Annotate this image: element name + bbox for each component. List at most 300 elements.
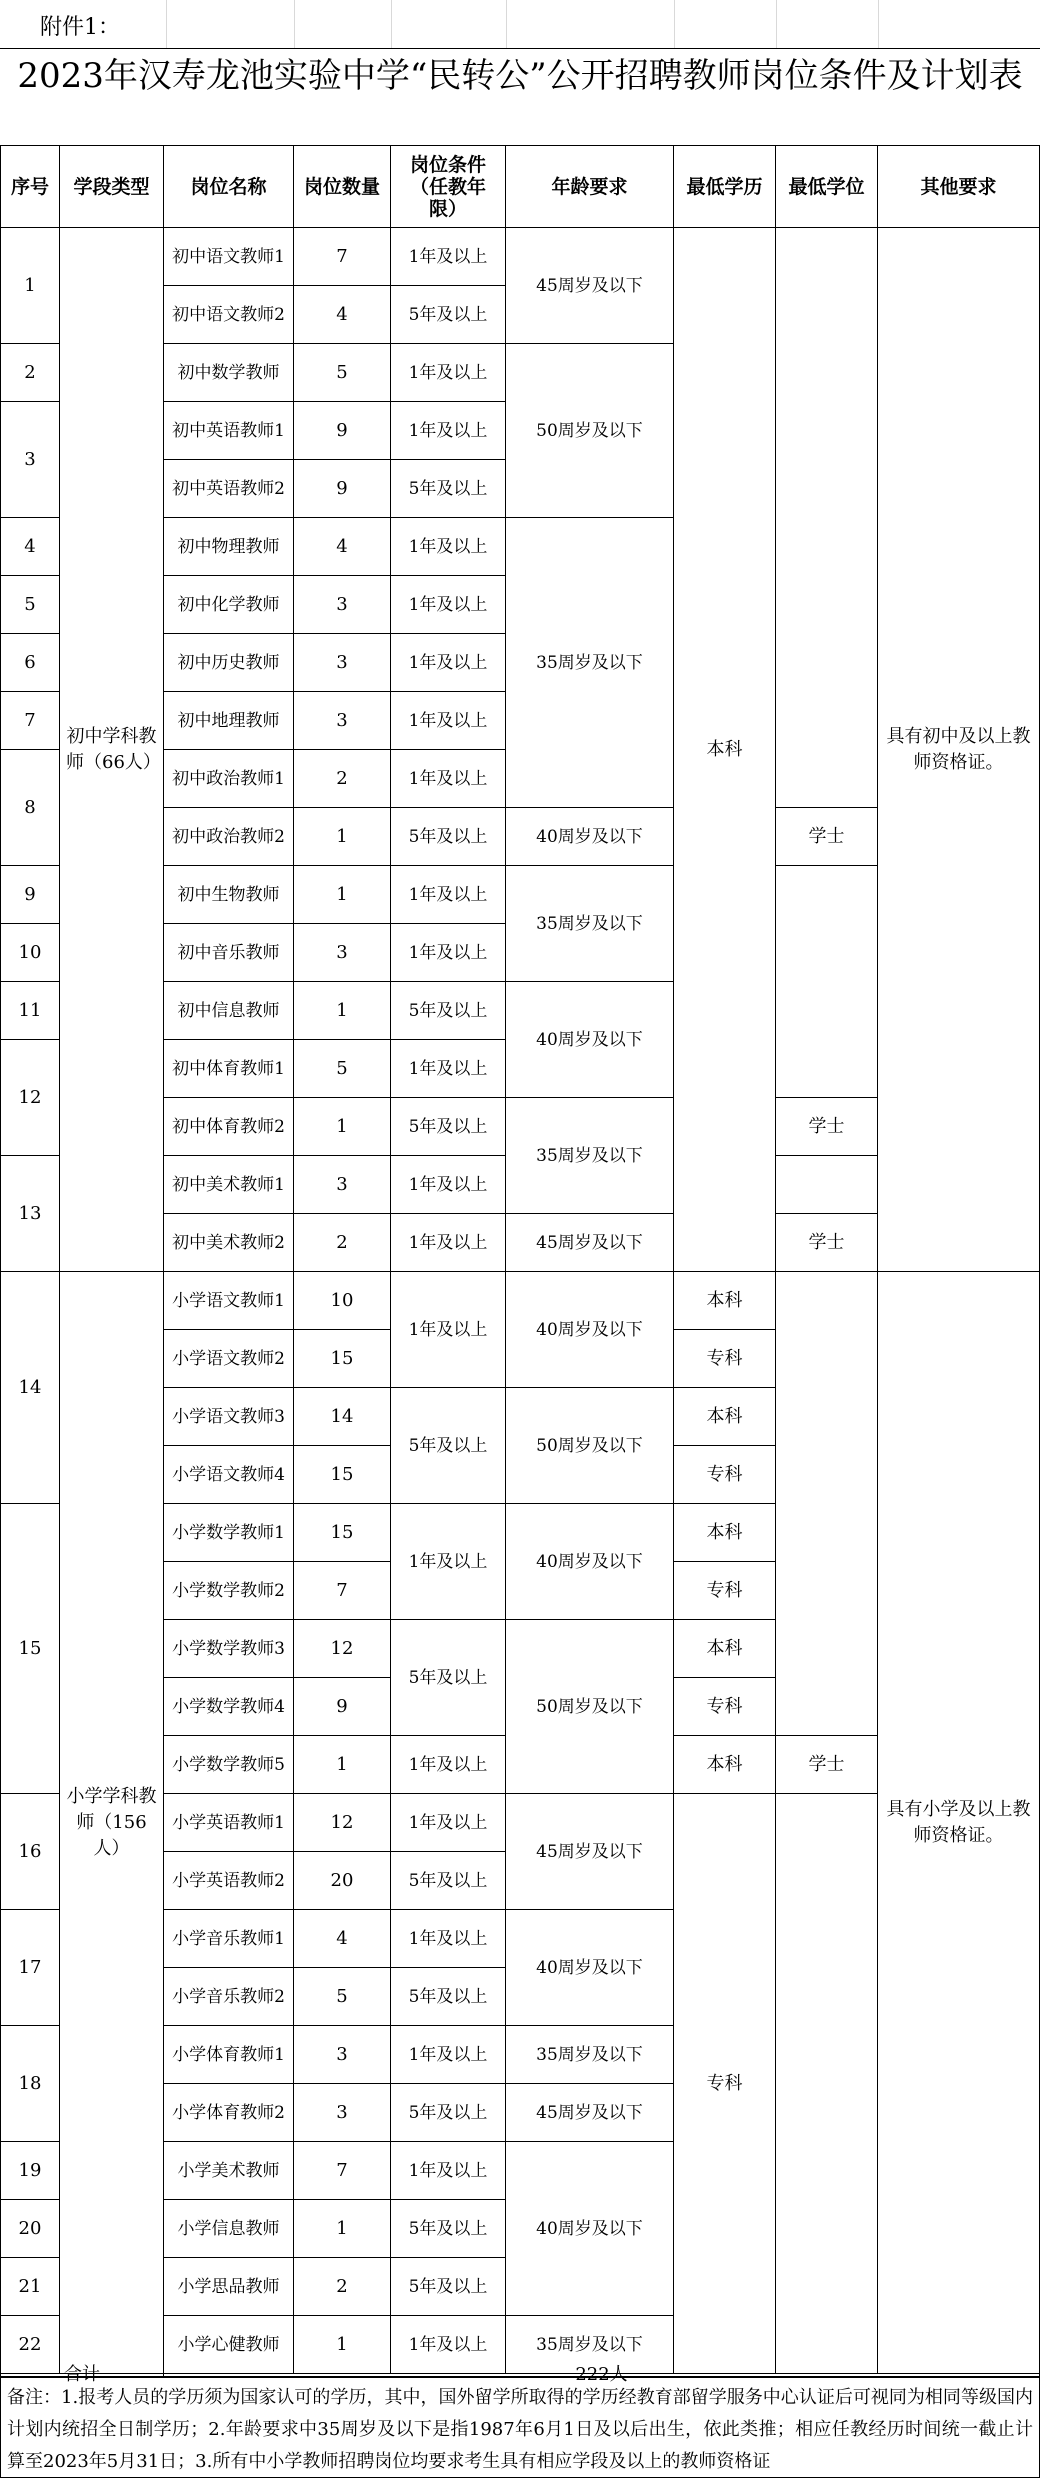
post-condition-text: 1年及以上 [408,2044,488,2065]
age-requirement-text: 40周岁及以下 [536,2218,643,2239]
post-name-text: 初中语文教师1 [172,246,285,267]
annex-label: 附件1： [40,15,120,40]
edu-requirement-text: 专科 [706,1347,743,1369]
post-condition [391,344,506,402]
post-name [164,518,294,576]
post-count-text: 7 [336,245,348,267]
post-condition-text: 5年及以上 [408,1435,488,1456]
post-count [294,866,391,924]
age-requirement-text: 50周岁及以下 [536,420,643,441]
post-name-text: 初中英语教师1 [172,420,285,441]
edu-requirement-text: 专科 [706,1463,743,1485]
post-condition-text: 1年及以上 [408,1174,488,1195]
post-name [164,634,294,692]
post-count-text: 15 [330,1521,354,1543]
post-condition-text: 1年及以上 [408,1551,488,1572]
post-condition [391,402,506,460]
post-count [294,924,391,982]
edu-requirement-text: 本科 [706,738,743,760]
post-condition-text: 5年及以上 [408,1116,488,1137]
post-count-text: 9 [336,1695,348,1717]
post-name-text: 小学数学教师5 [172,1754,285,1775]
post-name [164,2316,294,2374]
seq-cell [0,750,60,866]
post-count [294,2316,391,2374]
post-name-text: 小学数学教师4 [172,1696,285,1717]
age-requirement-text: 35周岁及以下 [536,2044,643,2065]
post-name-text: 小学体育教师2 [172,2102,285,2123]
post-condition [391,228,506,286]
post-condition-text: 5年及以上 [408,1986,488,2007]
edu-requirement-text: 专科 [706,1579,743,1601]
post-condition-text: 1年及以上 [408,594,488,615]
post-condition [391,808,506,866]
post-count-text: 9 [336,477,348,499]
post-name-text: 小学数学教师2 [172,1580,285,1601]
other-requirement-text: 具有初中及以上教师资格证。 [886,725,1031,773]
post-count [294,808,391,866]
post-condition [391,1272,506,1388]
post-count [294,1678,391,1736]
post-condition [391,576,506,634]
post-name-text: 小学思品教师 [177,2276,280,2297]
age-requirement [506,1794,674,1910]
edu-requirement-text: 专科 [706,1695,743,1717]
post-count [294,576,391,634]
post-condition-text: 5年及以上 [408,1000,488,1021]
post-condition-text: 1年及以上 [408,1928,488,1949]
age-requirement [506,1098,674,1214]
grid-divider [776,0,777,48]
post-name [164,1388,294,1446]
post-name [164,1446,294,1504]
post-name-text: 初中美术教师1 [172,1174,285,1195]
post-condition [391,460,506,518]
age-requirement [506,982,674,1098]
age-requirement-text: 40周岁及以下 [536,1029,643,1050]
seq-cell-text: 21 [18,2275,42,2297]
other-requirement [878,1272,1040,2374]
post-count-text: 15 [330,1347,354,1369]
post-name-text: 小学体育教师1 [172,2044,285,2065]
post-name-text: 小学英语教师1 [172,1812,285,1833]
seq-cell-text: 14 [18,1376,42,1398]
seq-cell [0,1910,60,2026]
post-condition-text: 1年及以上 [408,2334,488,2355]
post-condition [391,924,506,982]
edu-requirement-text: 本科 [706,1753,743,1775]
age-requirement [506,228,674,344]
post-condition [391,2026,506,2084]
post-condition-text: 5年及以上 [408,2218,488,2239]
post-count-text: 5 [336,361,348,383]
edu-requirement-text: 本科 [706,1521,743,1543]
post-condition [391,1504,506,1620]
post-name-text: 初中物理教师 [177,536,280,557]
stage-junior [60,228,164,1272]
seq-cell [0,2026,60,2142]
seq-cell-text: 22 [18,2333,42,2355]
age-requirement-text: 35周岁及以下 [536,652,643,673]
seq-cell-text: 6 [24,651,36,673]
post-condition-text: 1年及以上 [408,710,488,731]
header-degree [776,146,878,228]
seq-cell-text: 16 [18,1840,42,1862]
edu-requirement [674,1736,776,1794]
age-requirement-text: 50周岁及以下 [536,1435,643,1456]
age-requirement-text: 50周岁及以下 [536,1696,643,1717]
post-count-text: 2 [336,2275,348,2297]
degree-requirement [776,866,878,1098]
post-condition [391,1098,506,1156]
header-other [878,146,1040,228]
post-name-text: 小学语文教师1 [172,1290,285,1311]
post-name-text: 初中历史教师 [177,652,280,673]
post-name [164,866,294,924]
post-count-text: 3 [336,2043,348,2065]
seq-cell [0,1156,60,1272]
edu-requirement [674,1794,776,2374]
post-count [294,1272,391,1330]
grid-divider [878,0,879,48]
post-name-text: 初中政治教师1 [172,768,285,789]
seq-cell-text: 20 [18,2217,42,2239]
post-count-text: 1 [336,1753,348,1775]
post-count [294,286,391,344]
header-stage-text: 学段类型 [73,175,150,198]
age-requirement-text: 40周岁及以下 [536,826,643,847]
degree-requirement-text: 学士 [808,1753,845,1775]
edu-requirement [674,1272,776,1330]
post-count-text: 7 [336,2159,348,2181]
grid-divider [506,0,507,48]
post-name [164,2084,294,2142]
seq-cell [0,634,60,692]
seq-cell-text: 5 [24,593,36,615]
post-count [294,1098,391,1156]
seq-cell-text: 15 [18,1637,42,1659]
header-post-text: 岗位名称 [190,175,267,198]
post-count-text: 12 [330,1811,354,1833]
stage-primary-text: 小学学科教师（156人） [66,1785,157,1859]
seq-cell [0,692,60,750]
post-count [294,2142,391,2200]
degree-requirement [776,1736,878,1794]
post-count [294,2258,391,2316]
post-count [294,344,391,402]
degree-requirement-text: 学士 [808,1115,845,1137]
post-name-text: 初中政治教师2 [172,826,285,847]
post-name-text: 小学语文教师3 [172,1406,285,1427]
post-name [164,228,294,286]
seq-cell-text: 13 [18,1202,42,1224]
post-condition-text: 1年及以上 [408,1232,488,1253]
post-name [164,750,294,808]
post-count-text: 10 [330,1289,354,1311]
degree-requirement-text: 学士 [808,1231,845,1253]
post-count-text: 2 [336,1231,348,1253]
post-condition-text: 5年及以上 [408,1667,488,1688]
seq-cell-text: 12 [18,1086,42,1108]
post-count-text: 7 [336,1579,348,1601]
post-count-text: 1 [336,2333,348,2355]
post-count [294,2026,391,2084]
post-count [294,750,391,808]
header-post [164,146,294,228]
edu-requirement [674,1678,776,1736]
age-requirement [506,808,674,866]
age-requirement [506,1214,674,1272]
seq-cell [0,2316,60,2374]
age-requirement [506,2084,674,2142]
post-name [164,2142,294,2200]
post-name-text: 初中美术教师2 [172,1232,285,1253]
post-name [164,1214,294,1272]
post-count-text: 3 [336,2101,348,2123]
seq-cell [0,924,60,982]
age-requirement-text: 40周岁及以下 [536,1957,643,1978]
post-name [164,1620,294,1678]
post-condition-text: 1年及以上 [408,942,488,963]
post-condition-text: 1年及以上 [408,652,488,673]
age-requirement [506,2026,674,2084]
seq-cell [0,2200,60,2258]
post-name-text: 初中音乐教师 [177,942,280,963]
post-name [164,344,294,402]
post-condition-text: 1年及以上 [408,1319,488,1340]
seq-cell-text: 9 [24,883,36,905]
age-requirement-text: 35周岁及以下 [536,913,643,934]
post-condition [391,750,506,808]
post-count [294,1388,391,1446]
post-name [164,286,294,344]
post-condition [391,866,506,924]
edu-requirement [674,1388,776,1446]
post-condition-text: 1年及以上 [408,1812,488,1833]
post-count [294,1852,391,1910]
header-degree-text: 最低学位 [788,175,865,198]
age-requirement [506,344,674,518]
post-count [294,402,391,460]
edu-requirement [674,1562,776,1620]
header-condition-text: 岗位条件（任教年限） [409,153,486,220]
header-seq [0,146,60,228]
seq-cell [0,576,60,634]
age-requirement-text: 45周岁及以下 [536,2102,643,2123]
post-name [164,1040,294,1098]
post-count [294,1794,391,1852]
post-name [164,2026,294,2084]
post-condition-text: 1年及以上 [408,1058,488,1079]
post-name-text: 小学语文教师4 [172,1464,285,1485]
post-count [294,1968,391,2026]
seq-cell [0,1040,60,1156]
post-condition [391,1852,506,1910]
edu-requirement [674,1330,776,1388]
post-name [164,1794,294,1852]
post-count [294,1156,391,1214]
post-condition [391,1040,506,1098]
post-condition-text: 5年及以上 [408,826,488,847]
post-name-text: 小学美术教师 [177,2160,280,2181]
header-count [294,146,391,228]
post-name-text: 初中信息教师 [177,1000,280,1021]
post-count-text: 15 [330,1463,354,1485]
post-count [294,1620,391,1678]
grid-divider [391,0,392,48]
post-name-text: 小学心健教师 [177,2334,280,2355]
post-name-text: 小学音乐教师2 [172,1986,285,2007]
post-count-text: 14 [330,1405,354,1427]
post-condition-text: 1年及以上 [408,362,488,383]
post-count [294,1214,391,1272]
post-count [294,460,391,518]
degree-requirement [776,1272,878,1736]
post-condition [391,2142,506,2200]
seq-cell-text: 10 [18,941,42,963]
post-condition-text: 1年及以上 [408,2160,488,2181]
edu-requirement-text: 本科 [706,1289,743,1311]
post-count-text: 1 [336,999,348,1021]
seq-cell-text: 11 [18,999,42,1021]
post-name [164,2200,294,2258]
post-condition-text: 5年及以上 [408,478,488,499]
seq-cell-text: 17 [18,1956,42,1978]
seq-cell-text: 3 [24,448,36,470]
age-requirement [506,1272,674,1388]
seq-cell [0,2258,60,2316]
post-condition-text: 5年及以上 [408,2102,488,2123]
age-requirement [506,866,674,982]
post-name-text: 初中生物教师 [177,884,280,905]
edu-requirement [674,1504,776,1562]
grid-divider [294,0,295,48]
seq-cell-text: 19 [18,2159,42,2181]
seq-cell-text: 7 [24,709,36,731]
seq-cell [0,344,60,402]
post-count [294,1910,391,1968]
age-requirement-text: 35周岁及以下 [536,1145,643,1166]
edu-requirement [674,228,776,1272]
post-count-text: 3 [336,941,348,963]
post-name [164,1736,294,1794]
post-name [164,692,294,750]
post-name-text: 小学英语教师2 [172,1870,285,1891]
age-requirement-text: 45周岁及以下 [536,1232,643,1253]
post-condition [391,2084,506,2142]
post-name-text: 初中英语教师2 [172,478,285,499]
age-requirement [506,1620,674,1794]
post-count [294,692,391,750]
age-requirement-text: 40周岁及以下 [536,1319,643,1340]
post-count [294,634,391,692]
post-count-text: 3 [336,709,348,731]
post-count [294,1330,391,1388]
header-seq-text: 序号 [10,175,49,198]
seq-cell [0,1272,60,1504]
post-count-text: 1 [336,825,348,847]
post-condition [391,1620,506,1736]
post-count-text: 4 [336,303,348,325]
post-name [164,1272,294,1330]
post-condition-text: 1年及以上 [408,420,488,441]
post-name [164,1910,294,1968]
post-condition [391,286,506,344]
post-name-text: 初中语文教师2 [172,304,285,325]
post-count-text: 3 [336,651,348,673]
post-name-text: 小学信息教师 [177,2218,280,2239]
age-requirement [506,2142,674,2316]
other-requirement-text: 具有小学及以上教师资格证。 [886,1798,1031,1846]
post-condition [391,2200,506,2258]
post-count-text: 3 [336,593,348,615]
seq-cell [0,866,60,924]
post-name [164,808,294,866]
post-name [164,2258,294,2316]
age-requirement-text: 45周岁及以下 [536,1841,643,1862]
post-name [164,982,294,1040]
total-value-text: 222人 [575,2364,628,2385]
seq-cell-text: 4 [24,535,36,557]
edu-requirement-text: 本科 [706,1405,743,1427]
post-condition [391,982,506,1040]
post-count [294,1562,391,1620]
seq-cell [0,2142,60,2200]
post-condition [391,1388,506,1504]
post-name [164,460,294,518]
header-edu-text: 最低学历 [686,175,763,198]
post-condition [391,1968,506,2026]
post-count [294,228,391,286]
degree-requirement [776,1098,878,1156]
annex-row [0,0,1040,49]
post-name-text: 小学数学教师3 [172,1638,285,1659]
header-age [506,146,674,228]
other-requirement [878,228,1040,1272]
post-count-text: 9 [336,419,348,441]
edu-requirement [674,1446,776,1504]
post-name-text: 初中化学教师 [177,594,280,615]
age-requirement-text: 35周岁及以下 [536,2334,643,2355]
post-count-text: 1 [336,883,348,905]
degree-requirement [776,1156,878,1214]
post-condition-text: 1年及以上 [408,246,488,267]
edu-requirement [674,1620,776,1678]
post-count [294,518,391,576]
seq-cell [0,402,60,518]
seq-cell [0,1504,60,1794]
footnote: 备注：1.报考人员的学历须为国家认可的学历，其中，国外留学所取得的学历经教育部留学服务中心认证后可视同为相同等级国内计划内统招全日制学历；2.年龄要求中35周岁及以下是指1987年6月1日及以后出生，依此类推；相应任教经历时间统一截止计算至2023年5月31日；3.所有中小学教师招聘岗位均要求考生具有相应学段及以上的教师资格证 [0,2377,1040,2478]
post-name [164,1098,294,1156]
page-title: 2023年汉寿龙池实验中学“民转公”公开招聘教师岗位条件及计划表 [0,49,1040,146]
header-stage [60,146,164,228]
seq-cell-text: 2 [24,361,36,383]
degree-requirement [776,228,878,808]
age-requirement-text: 45周岁及以下 [536,275,643,296]
post-condition [391,2316,506,2374]
degree-requirement-text: 学士 [808,825,845,847]
edu-requirement-text: 本科 [706,1637,743,1659]
age-requirement [506,1910,674,2026]
seq-cell [0,228,60,344]
post-count-text: 5 [336,1985,348,2007]
header-age-text: 年龄要求 [551,175,628,198]
post-condition [391,1736,506,1794]
post-count-text: 20 [330,1869,354,1891]
post-count [294,1446,391,1504]
post-count [294,2200,391,2258]
header-edu [674,146,776,228]
